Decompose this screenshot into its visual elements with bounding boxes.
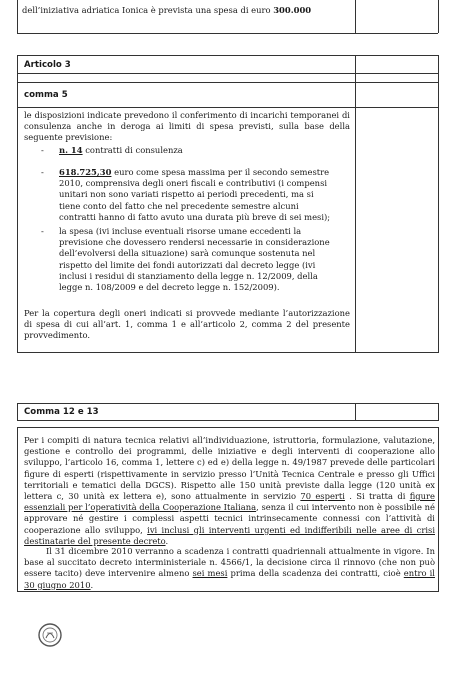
article-3-column-divider <box>355 55 356 353</box>
article-3-heading: Articolo 3 <box>24 60 71 70</box>
top-right-border <box>438 0 439 33</box>
article-3-intro: le disposizioni indicate prevedono il conferimento di incarichi temporanei di consulenza anche in deroga ai limiti di spesa previsti, sulla base della seguente previsione: <box>24 110 350 143</box>
comma-5-heading: comma 5 <box>24 90 68 100</box>
top-text: dell’iniziativa adriatica Ionica è prevista una spesa di euro 300.000 <box>22 5 312 15</box>
list-item-1: n. 14 contratti di consulenza <box>59 145 183 155</box>
top-left-border <box>17 0 18 33</box>
list-dash-2: - <box>41 167 44 177</box>
comma-12-13-heading: Comma 12 e 13 <box>24 407 99 417</box>
comma-12-13-column-divider <box>355 403 356 421</box>
list-item-3: la spesa (ivi incluse eventuali risorse umane eccedenti la previsione che dovessero rendersi necessarie in considerazione dell’evolversi della situazione) sarà comunque sostenuta nel rispetto del limite dei fondi autorizzati dal decreto legge (ivi inclusi i residui di stanziamento della legge n. 12/2009, della legge n. 108/2009 e del decreto legge n. 152/2009). <box>59 226 330 293</box>
seal-stamp <box>37 622 63 648</box>
article-3-row-divider-3 <box>17 107 439 108</box>
list-item-2: 618.725,30 euro come spesa massima per il secondo semestre 2010, comprensiva degli oneri fiscali e contributivi (i compensi unitari non sono variati rispetto ai periodi precedenti, ma si tiene conto del fatto che nel precedente semestre alcuni contratti hanno di fatto avuto una durata più breve di sei mesi); <box>59 167 331 222</box>
comma-12-13-paragraph-2: Il 31 dicembre 2010 verranno a scadenza i contratti quadriennali attualmente in vigore. In base al succitato decreto interministeriale n. 4566/1, la decisione circa il rinnovo (che non può essere tacito) deve intervenire almeno sei mesi prima della scadenza dei contratti, cioè entro il 30 giugno 2010. <box>24 546 435 590</box>
comma-12-13-paragraph-1: Per i compiti di natura tecnica relativi all’individuazione, istruttoria, formulazione, valutazione, gestione e controllo dei programmi, delle iniziative e degli interventi di cooperazione allo sviluppo, l’articolo 16, comma 1, lettere c) ed e) della legge n. 49/1987 prevede delle particolari figure di esperti (rispettivamente in servizio presso l’Unità Tecnica Centrale e presso gli Uffici territoriali e tematici della DGCS). Rispetto alle 150 unità previste dalla legge (120 unità ex lettera c, 30 unità ex lettera e), sono attualmente in servizio 70 esperti . Si tratta di figure essenziali per l’operatività della Cooperazione Italiana, senza il cui intervento non è possibile né approvare né gestire i complessi aspetti tecnici intrinsecamente connessi con l’attività di cooperazione allo sviluppo, ivi inclusi gli interventi urgenti ed indifferibili nelle aree di crisi destinatarie del presente decreto. <box>24 435 435 546</box>
top-bottom-border <box>17 33 438 34</box>
article-3-row-divider-2 <box>17 82 439 83</box>
list-dash-3: - <box>41 226 44 236</box>
top-mid-border <box>355 0 356 33</box>
article-3-row-divider-1 <box>17 73 439 74</box>
list-dash-1: - <box>41 145 44 155</box>
coverage-paragraph: Per la copertura degli oneri indicati si provvede mediante l’autorizzazione di spesa di cui all’art. 1, comma 1 e all’articolo 2, comma 2 del presente provvedimento. <box>24 308 350 341</box>
